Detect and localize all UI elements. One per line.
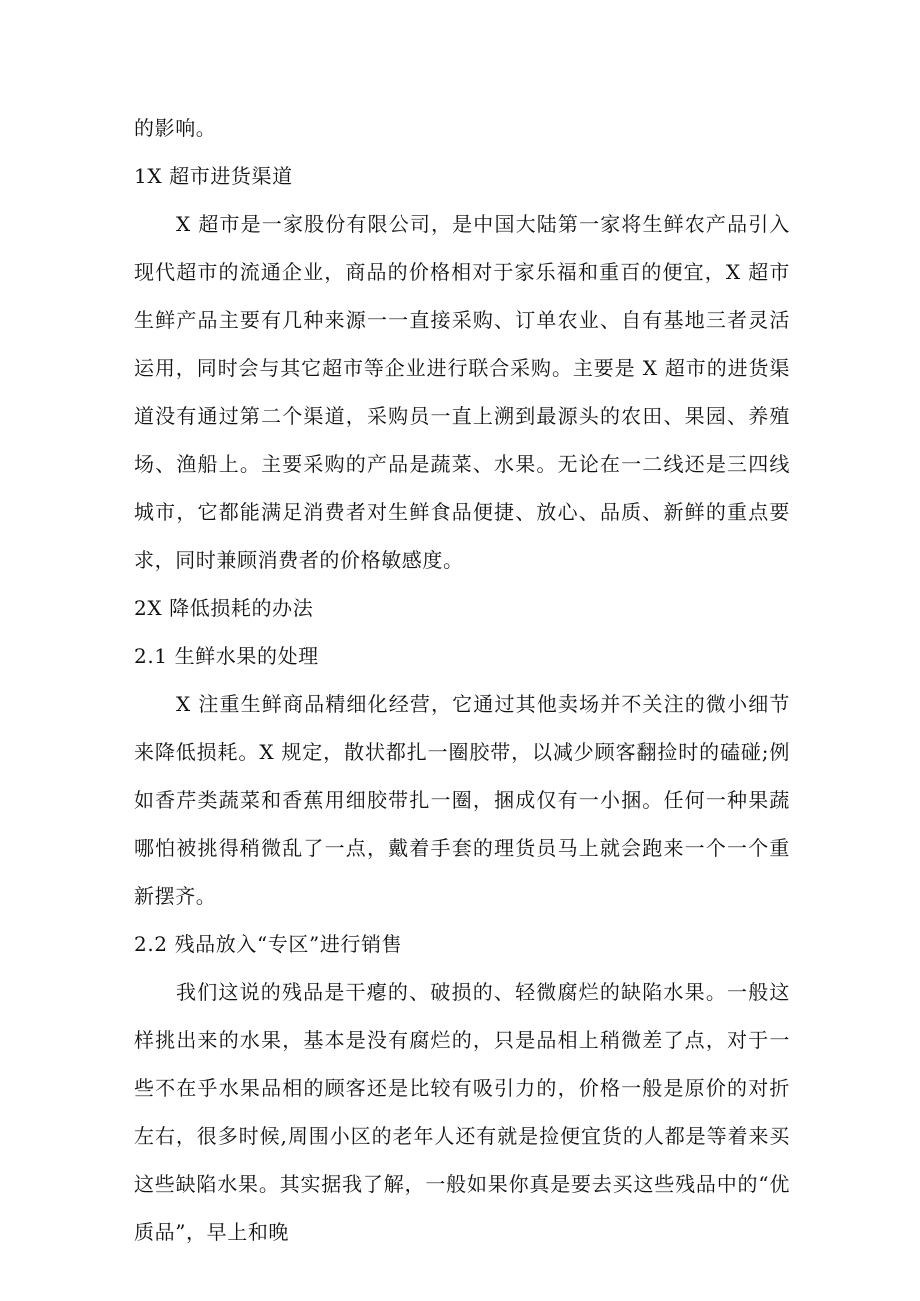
paragraph-purchasing-channels: X 超市是一家股份有限公司，是中国大陆第一家将生鲜农产品引入现代超市的流通企业，商品的价格相对于家乐福和重百的便宜，X 超市生鲜产品主要有几种来源一一直接采购、订单农业、自有基地三者灵活运用，同时会与其它超市等企业进行联合采购。主要是 X 超市的进货渠道没有通过第二个渠道，采购员一直上溯到最源头的农田、果园、养殖场、渔船上。主要采购的产品是蔬菜、水果。无论在一二线还是三四线城市，它都能满足消费者对生鲜食品便捷、放心、品质、新鲜的重点要求，同时兼顾消费者的价格敏感度。: [134, 212, 790, 572]
subsection-heading-2-2: 2.2 残品放入“专区”进行销售: [134, 932, 403, 956]
document-body: [134, 104, 790, 1256]
paragraph-continuation: 的影响。: [134, 116, 217, 140]
paragraph-defective-goods: 我们这说的残品是干瘪的、破损的、轻微腐烂的缺陷水果。一般这样挑出来的水果，基本是没有腐烂的，只是品相上稍微差了点，对于一些不在乎水果品相的顾客还是比较有吸引力的，价格一般是原价的对折左右，很多时候,周围小区的老年人还有就是捡便宜货的人都是等着来买这些缺陷水果。其实据我了解，一般如果你真是要去买这些残品中的“优质品”，早上和晚: [134, 980, 790, 1244]
section-heading-2: 2X 降低损耗的办法: [134, 596, 314, 620]
subsection-heading-2-1: 2.1 生鲜水果的处理: [134, 644, 319, 668]
section-heading-1: 1X 超市进货渠道: [134, 164, 293, 188]
paragraph-fresh-fruit-handling: X 注重生鲜商品精细化经营，它通过其他卖场并不关注的微小细节来降低损耗。X 规定，散状都扎一圈胶带，以减少顾客翻捡时的磕碰;例如香芹类蔬菜和香蕉用细胶带扎一圈，捆成仅有一小捆。任何一种果蔬哪怕被挑得稍微乱了一点，戴着手套的理货员马上就会跑来一个一个重新摆齐。: [134, 692, 790, 908]
